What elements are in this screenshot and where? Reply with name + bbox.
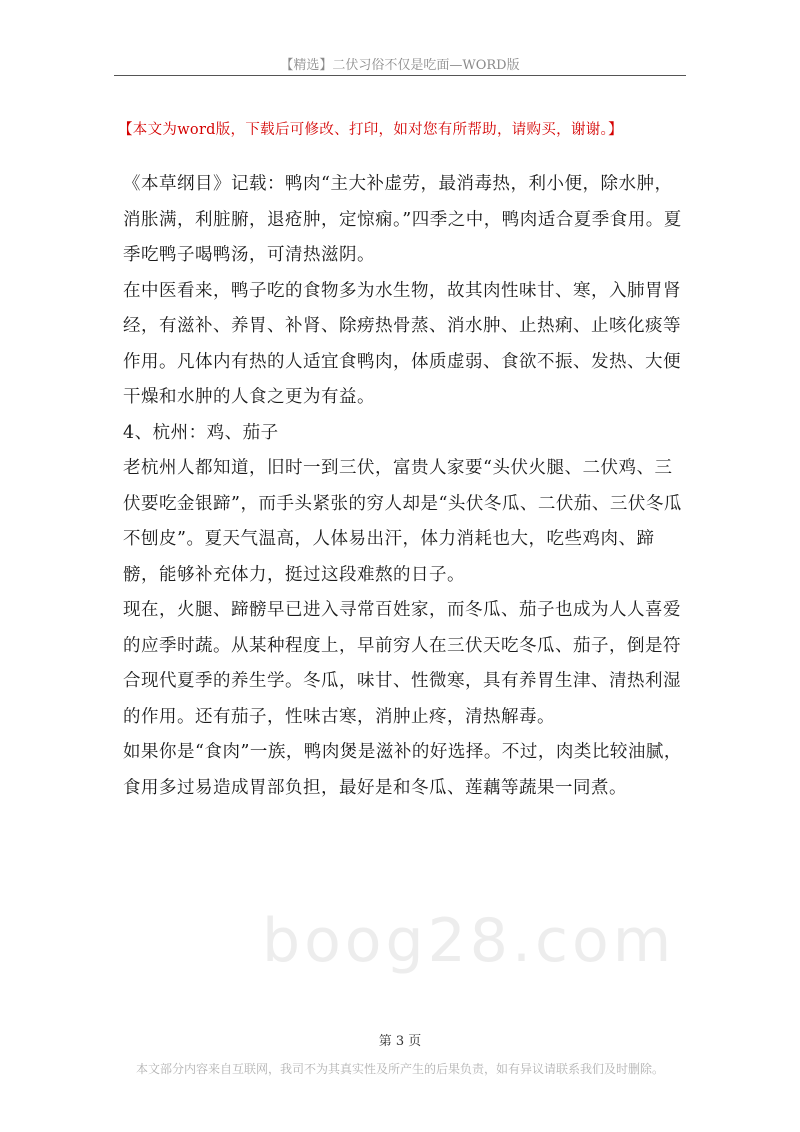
- footer-disclaimer: 本文部分内容来自互联网，我司不为其真实性及所产生的后果负责，如有异议请联系我们及时删除。: [135, 1062, 664, 1076]
- section-heading-hangzhou: 4、杭州：鸡、茄子: [123, 422, 279, 443]
- download-notice: 【本文为word版，下载后可修改、打印，如对您有所帮助，请购买，谢谢。】: [118, 122, 623, 138]
- watermark-text: boog28.com: [262, 906, 676, 976]
- document-body: [123, 167, 688, 806]
- paragraph-tcm-duck: 在中医看来，鸭子吃的食物多为水生物，故其肉性味甘、寒，入肺胃肾经，有滋补、养胃、补肾、除痨热骨蒸、消水肿、止热痢、止咳化痰等作用。凡体内有热的人适宜食鸭肉，体质虚弱、食欲不振、发热、大便干燥和水肿的人食之更为有益。: [123, 280, 681, 407]
- paragraph-meat-advice: 如果你是“食肉”一族，鸭肉煲是滋补的好选择。不过，肉类比较油腻，食用多过易造成胃部负担，最好是和冬瓜、莲藕等蔬果一同煮。: [123, 742, 682, 798]
- header-divider: [114, 75, 686, 76]
- page-number: 第 3 页: [378, 1034, 422, 1049]
- paragraph-bencao: 《本草纲目》记载：鸭肉“主大补虚劳，最消毒热，利小便，除水肿，消胀满，利脏腑，退疮肿，定惊痫。”四季之中，鸭肉适合夏季食用。夏季吃鸭子喝鸭汤，可清热滋阴。: [123, 174, 682, 265]
- paragraph-hangzhou-custom: 老杭州人都知道，旧时一到三伏，富贵人家要“头伏火腿、二伏鸡、三伏要吃金银蹄”，而手头紧张的穷人却是“头伏冬瓜、二伏茄、三伏冬瓜不刨皮”。夏天气温高，人体易出汗，体力消耗也大，吃些鸡肉、蹄髈，能够补充体力，挺过这段难熬的日子。: [123, 458, 682, 585]
- paragraph-modern-vegetables: 现在，火腿、蹄髈早已进入寻常百姓家，而冬瓜、茄子也成为人人喜爱的应季时蔬。从某种程度上，早前穷人在三伏天吃冬瓜、茄子，倒是符合现代夏季的养生学。冬瓜，味甘、性微寒，具有养胃生津、清热利湿的作用。还有茄子，性味古寒，消肿止疼，清热解毒。: [123, 600, 681, 727]
- page-header-title: 【精选】二伏习俗不仅是吃面—WORD版: [280, 58, 520, 73]
